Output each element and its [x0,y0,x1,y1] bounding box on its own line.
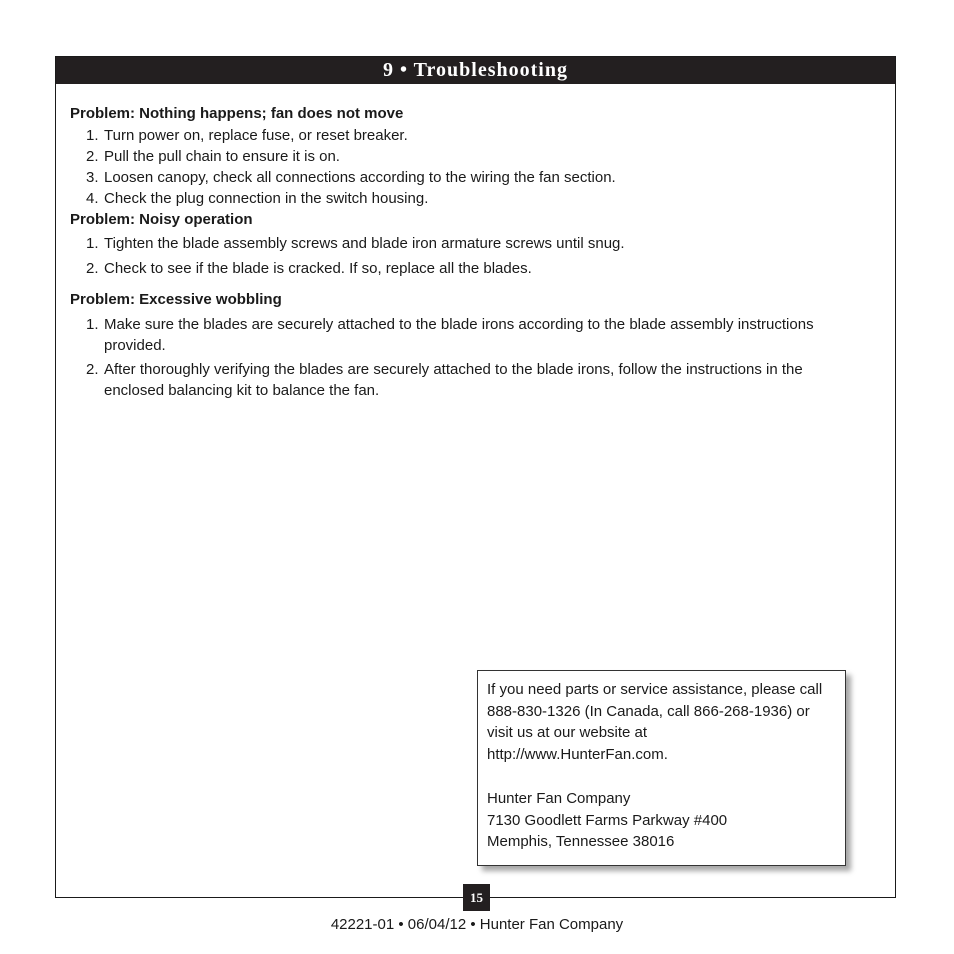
address-line: Memphis, Tennessee 38016 [487,833,675,850]
list-item [70,188,830,209]
step-list [70,231,830,281]
step-text: After thoroughly verifying the blades are securely attached to the blade irons, follow the instructions in the enclosed balancing kit to balance the fan. [104,361,803,399]
step-number: 2. [86,361,99,378]
step-text: Make sure the blades are securely attached to the blade irons according to the blade assembly instructions provided. [104,316,814,354]
step-number: 1. [86,127,99,144]
problem-heading: Problem: Nothing happens; fan does not move [70,105,404,122]
contact-text: visit us at our website at [487,724,648,741]
spacer [487,765,836,788]
list-item [70,359,830,401]
step-text: Pull the pull chain to ensure it is on. [104,148,340,165]
step-text: Check to see if the blade is cracked. If so, replace all the blades. [104,260,532,277]
list-item [70,125,830,146]
step-number: 4. [86,190,99,207]
step-text: Check the plug connection in the switch housing. [104,190,429,207]
address-line: 7130 Goodlett Farms Parkway #400 [487,811,728,829]
footer: 42221-01 • 06/04/12 • Hunter Fan Company [330,916,624,933]
step-number: 2. [86,148,99,165]
page-title: 9 • Troubleshooting [56,57,895,84]
contact-box [477,670,846,866]
step-number: 2. [86,260,99,277]
spacer [70,281,830,289]
step-number: 1. [86,235,99,252]
page-number: 15 [463,884,490,911]
list-item [70,256,830,281]
list-item [70,167,830,188]
contact-text: 888-830-1326 (In Canada, call 866-268-1936) or [487,702,810,720]
step-number: 3. [86,169,99,186]
website-link[interactable]: http://www.HunterFan.com. [487,745,668,763]
list-item [70,231,830,256]
step-text: Tighten the blade assembly screws and blade iron armature screws until snug. [104,235,625,252]
list-item [70,146,830,167]
company-name: Hunter Fan Company [487,790,631,807]
step-text: Loosen canopy, check all connections according to the wiring the fan section. [104,169,616,186]
step-number: 1. [86,316,99,333]
list-item [70,314,830,356]
troubleshooting-content [70,103,830,401]
problem-heading: Problem: Noisy operation [70,211,253,228]
step-list [70,125,830,209]
contact-text: If you need parts or service assistance, please call [487,681,823,698]
step-text: Turn power on, replace fuse, or reset breaker. [104,127,408,144]
step-list [70,314,830,401]
problem-heading: Problem: Excessive wobbling [70,291,282,308]
